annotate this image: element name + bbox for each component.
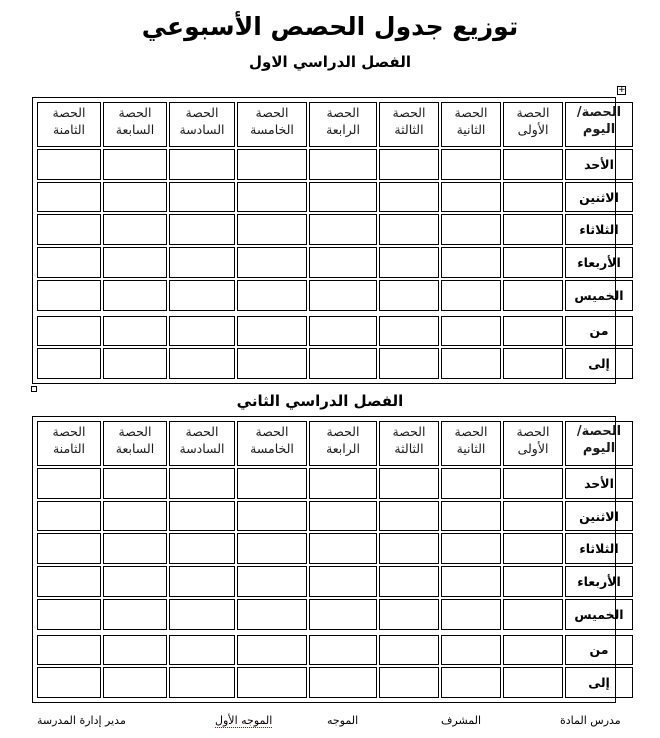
row-label: الثلاثاء (565, 214, 633, 245)
schedule-cell[interactable] (103, 247, 167, 278)
schedule-cell[interactable] (237, 599, 307, 630)
schedule-cell[interactable] (441, 149, 501, 180)
schedule-cell[interactable] (441, 635, 501, 666)
schedule-cell[interactable] (103, 533, 167, 564)
schedule-cell[interactable] (237, 316, 307, 347)
schedule-cell[interactable] (309, 533, 377, 564)
schedule-cell[interactable] (37, 316, 101, 347)
period-header-8 (37, 421, 101, 466)
schedule-cell[interactable] (169, 635, 235, 666)
schedule-cell[interactable] (103, 182, 167, 213)
table-move-handle-icon[interactable]: + (618, 85, 626, 95)
period-header-line: الحصة (52, 105, 86, 120)
schedule-cell[interactable] (169, 280, 235, 311)
period-header-line: الرابعة (326, 122, 360, 137)
period-header-line: السادسة (179, 122, 225, 137)
period-header-line: الحصة (326, 424, 360, 439)
period-header-3 (379, 421, 439, 466)
schedule-cell[interactable] (103, 149, 167, 180)
schedule-cell[interactable] (237, 635, 307, 666)
term-2-label: الفصل الدراسي الثاني (236, 392, 404, 410)
schedule-cell[interactable] (37, 501, 101, 532)
schedule-cell[interactable] (503, 501, 563, 532)
schedule-cell[interactable] (37, 149, 101, 180)
schedule-cell[interactable] (503, 316, 563, 347)
period-header-2 (441, 102, 501, 147)
row-label: إلى (565, 667, 633, 698)
row-label: الأحد (565, 149, 633, 180)
period-header-line: الثالثة (394, 122, 424, 137)
period-header-line: الثانية (456, 441, 486, 456)
schedule-cell[interactable] (237, 468, 307, 499)
school-director-label: مدير إدارة المدرسة (37, 714, 126, 727)
period-header-line: الرابعة (326, 441, 360, 456)
first-counselor-label: الموجه الأول (215, 714, 273, 727)
schedule-cell[interactable] (103, 348, 167, 379)
schedule-cell[interactable] (103, 599, 167, 630)
schedule-cell[interactable] (237, 280, 307, 311)
schedule-cell[interactable] (37, 247, 101, 278)
period-header-8 (37, 102, 101, 147)
schedule-cell[interactable] (169, 566, 235, 597)
period-header-line: الخامسة (250, 122, 294, 137)
schedule-cell[interactable] (379, 599, 439, 630)
schedule-cell[interactable] (103, 501, 167, 532)
schedule-cell[interactable] (379, 316, 439, 347)
schedule-cell[interactable] (309, 348, 377, 379)
schedule-cell[interactable] (237, 348, 307, 379)
period-header-line: الحصة (118, 105, 152, 120)
row-label: الثلاثاء (565, 533, 633, 564)
schedule-cell[interactable] (37, 182, 101, 213)
schedule-cell[interactable] (103, 566, 167, 597)
period-header-line: السابعة (115, 441, 155, 456)
schedule-cell[interactable] (237, 566, 307, 597)
period-header-line: الحصة (454, 105, 488, 120)
schedule-cell[interactable] (441, 348, 501, 379)
period-header-line: الحصة (255, 105, 289, 120)
period-header-line: الثامنة (52, 122, 86, 137)
schedule-cell[interactable] (37, 635, 101, 666)
row-label: الأربعاء (565, 566, 633, 597)
schedule-cell[interactable] (309, 316, 377, 347)
schedule-cell[interactable] (503, 635, 563, 666)
schedule-cell[interactable] (37, 533, 101, 564)
corner-header-line: اليوم (582, 441, 616, 456)
schedule-cell[interactable] (169, 501, 235, 532)
corner-header-cell (565, 421, 633, 466)
schedule-cell[interactable] (379, 280, 439, 311)
corner-header-line: اليوم (582, 122, 616, 137)
corner-header-line: الحصة/ (576, 105, 622, 120)
schedule-cell[interactable] (379, 667, 439, 698)
schedule-cell[interactable] (103, 635, 167, 666)
row-gap (37, 313, 633, 314)
schedule-cell[interactable] (379, 501, 439, 532)
period-header-4 (309, 102, 377, 147)
schedule-cell[interactable] (441, 182, 501, 213)
day-row (37, 501, 633, 532)
period-header-line: الحصة (255, 424, 289, 439)
schedule-cell[interactable] (103, 214, 167, 245)
schedule-cell[interactable] (37, 214, 101, 245)
schedule-cell[interactable] (441, 214, 501, 245)
period-header-line: الأولى (517, 441, 549, 456)
schedule-cell[interactable] (503, 348, 563, 379)
schedule-cell[interactable] (309, 182, 377, 213)
row-label: من (565, 635, 633, 666)
schedule-cell[interactable] (103, 667, 167, 698)
row-label: الخميس (565, 599, 633, 630)
day-row (37, 182, 633, 213)
corner-header-cell (565, 102, 633, 147)
period-header-5 (237, 421, 307, 466)
schedule-cell[interactable] (309, 247, 377, 278)
schedule-grid (35, 419, 635, 700)
schedule-cell[interactable] (309, 635, 377, 666)
period-header-6 (169, 102, 235, 147)
row-label: الأربعاء (565, 247, 633, 278)
subject-teacher-label: مدرس المادة (560, 714, 621, 727)
schedule-cell[interactable] (441, 566, 501, 597)
schedule-cell[interactable] (37, 280, 101, 311)
time-row (37, 348, 633, 379)
schedule-cell[interactable] (169, 667, 235, 698)
period-header-line: الخامسة (250, 441, 294, 456)
period-header-line: الحصة (516, 424, 550, 439)
schedule-cell[interactable] (441, 599, 501, 630)
schedule-cell[interactable] (309, 566, 377, 597)
schedule-cell[interactable] (37, 566, 101, 597)
row-label: الاثنين (565, 182, 633, 213)
schedule-cell[interactable] (169, 149, 235, 180)
schedule-grid (35, 100, 635, 381)
period-header-7 (103, 102, 167, 147)
period-header-5 (237, 102, 307, 147)
schedule-cell[interactable] (169, 533, 235, 564)
period-header-4 (309, 421, 377, 466)
day-row (37, 214, 633, 245)
day-row (37, 149, 633, 180)
day-row (37, 599, 633, 630)
row-label: من (565, 316, 633, 347)
schedule-cell[interactable] (503, 149, 563, 180)
period-header-line: الحصة (52, 424, 86, 439)
schedule-table-term-2 (32, 416, 624, 703)
period-header-line: الثانية (456, 122, 486, 137)
schedule-cell[interactable] (169, 348, 235, 379)
row-label: إلى (565, 348, 633, 379)
period-header-3 (379, 102, 439, 147)
schedule-cell[interactable] (237, 214, 307, 245)
schedule-cell[interactable] (379, 635, 439, 666)
day-row (37, 566, 633, 597)
schedule-cell[interactable] (503, 667, 563, 698)
schedule-cell[interactable] (441, 468, 501, 499)
schedule-cell[interactable] (169, 599, 235, 630)
schedule-cell[interactable] (309, 214, 377, 245)
day-row (37, 533, 633, 564)
schedule-cell[interactable] (503, 214, 563, 245)
counselor-label: الموجه (327, 714, 359, 727)
period-header-line: الأولى (517, 122, 549, 137)
schedule-cell[interactable] (441, 280, 501, 311)
corner-header-line: الحصة/ (576, 424, 622, 439)
row-label: الخميس (565, 280, 633, 311)
row-label: الأحد (565, 468, 633, 499)
period-header-line: السادسة (179, 441, 225, 456)
schedule-cell[interactable] (169, 468, 235, 499)
supervisor-label: المشرف (441, 714, 482, 727)
period-header-1 (503, 102, 563, 147)
period-header-line: الحصة (185, 105, 219, 120)
period-header-line: السابعة (115, 122, 155, 137)
period-header-6 (169, 421, 235, 466)
schedule-cell[interactable] (37, 667, 101, 698)
signature-footer (0, 714, 660, 732)
schedule-cell[interactable] (503, 533, 563, 564)
schedule-cell[interactable] (503, 247, 563, 278)
day-row (37, 280, 633, 311)
period-header-line: الحصة (392, 424, 426, 439)
schedule-cell[interactable] (103, 316, 167, 347)
period-header-1 (503, 421, 563, 466)
schedule-cell[interactable] (169, 247, 235, 278)
schedule-cell[interactable] (379, 348, 439, 379)
schedule-cell[interactable] (37, 468, 101, 499)
day-row (37, 468, 633, 499)
schedule-cell[interactable] (379, 566, 439, 597)
period-header-2 (441, 421, 501, 466)
schedule-cell[interactable] (441, 533, 501, 564)
period-header-line: الثالثة (394, 441, 424, 456)
schedule-cell[interactable] (237, 149, 307, 180)
schedule-cell[interactable] (237, 247, 307, 278)
schedule-cell[interactable] (379, 214, 439, 245)
period-header-line: الحصة (454, 424, 488, 439)
term-1-label: الفصل الدراسي الاول (249, 53, 411, 71)
schedule-cell[interactable] (379, 247, 439, 278)
schedule-cell[interactable] (503, 566, 563, 597)
period-header-7 (103, 421, 167, 466)
schedule-cell[interactable] (237, 501, 307, 532)
schedule-cell[interactable] (379, 468, 439, 499)
schedule-cell[interactable] (379, 149, 439, 180)
schedule-table-term-1 (32, 97, 624, 384)
schedule-cell[interactable] (503, 280, 563, 311)
schedule-cell[interactable] (309, 599, 377, 630)
schedule-cell[interactable] (237, 533, 307, 564)
schedule-cell[interactable] (237, 667, 307, 698)
period-header-line: الحصة (326, 105, 360, 120)
schedule-cell[interactable] (441, 667, 501, 698)
schedule-cell[interactable] (441, 501, 501, 532)
schedule-cell[interactable] (379, 182, 439, 213)
schedule-cell[interactable] (503, 182, 563, 213)
period-header-line: الثامنة (52, 441, 86, 456)
schedule-cell[interactable] (169, 182, 235, 213)
page-title: توزيع جدول الحصص الأسبوعي (141, 12, 519, 41)
schedule-cell[interactable] (379, 533, 439, 564)
period-header-line: الحصة (118, 424, 152, 439)
schedule-cell[interactable] (309, 468, 377, 499)
time-row (37, 635, 633, 666)
time-row (37, 316, 633, 347)
row-gap (37, 632, 633, 633)
schedule-cell[interactable] (309, 149, 377, 180)
schedule-cell[interactable] (441, 247, 501, 278)
schedule-cell[interactable] (309, 280, 377, 311)
schedule-cell[interactable] (503, 599, 563, 630)
schedule-cell[interactable] (503, 468, 563, 499)
schedule-cell[interactable] (441, 316, 501, 347)
schedule-cell[interactable] (309, 667, 377, 698)
schedule-cell[interactable] (309, 501, 377, 532)
schedule-cell[interactable] (103, 280, 167, 311)
schedule-cell[interactable] (169, 214, 235, 245)
period-header-line: الحصة (185, 424, 219, 439)
schedule-cell[interactable] (103, 468, 167, 499)
schedule-cell[interactable] (37, 348, 101, 379)
schedule-cell[interactable] (37, 599, 101, 630)
period-header-line: الحصة (392, 105, 426, 120)
period-header-line: الحصة (516, 105, 550, 120)
schedule-cell[interactable] (237, 182, 307, 213)
row-label: الاثنين (565, 501, 633, 532)
day-row (37, 247, 633, 278)
time-row (37, 667, 633, 698)
schedule-cell[interactable] (169, 316, 235, 347)
